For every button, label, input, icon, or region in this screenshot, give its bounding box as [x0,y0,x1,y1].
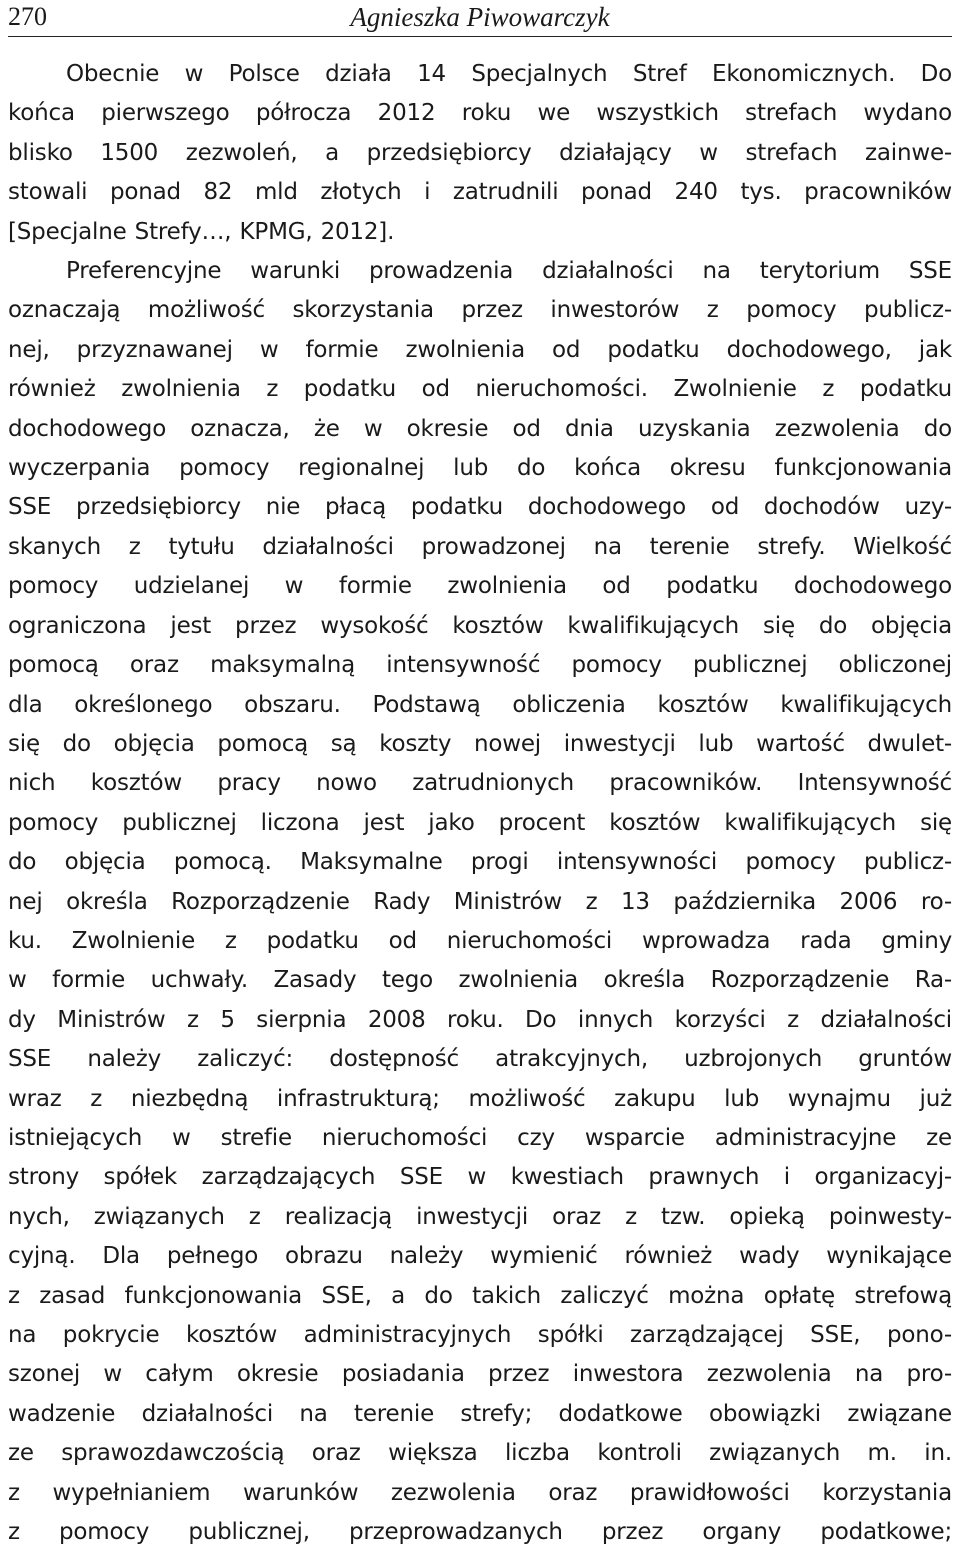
text-line: ku. Zwolnienie z podatku od nieruchomości wprowadza rada gminy [8,927,952,954]
text-line: wyczerpania pomocy regionalnej lub do końca okresu funkcjonowania [8,455,952,482]
text-line: pomocy publicznej liczona jest jako procent kosztów kwalifikujących się [8,809,952,836]
text-line: na pokrycie kosztów administracyjnych spółki zarządzającej SSE, pono- [8,1322,952,1348]
text-line: dy Ministrów z 5 sierpnia 2008 roku. Do innych korzyści z działalności [8,1006,952,1033]
text-line: do objęcia pomocą. Maksymalne progi intensywności pomocy publicz- [8,849,952,876]
text-line: SSE przedsiębiorcy nie płacą podatku dochodowego od dochodów uzy- [8,494,952,521]
page-header [8,0,952,37]
text-line: Obecnie w Polsce działa 14 Specjalnych Stref Ekonomicznych. Do [66,61,952,87]
text-line: Preferencyjne warunki prowadzenia działalności na terytorium SSE [66,258,952,285]
text-line: ze sprawozdawczością oraz większa liczba kontroli związanych m. in. [8,1440,952,1467]
text-line: skanych z tytułu działalności prowadzonej na terenie strefy. Wielkość [8,533,952,560]
text-line: pomocy udzielanej w formie zwolnienia od podatku dochodowego [8,573,952,600]
body-text [8,55,952,1552]
text-line: z pomocy publicznej, przeprowadzanych przez organy podatkowe; [8,1519,952,1546]
text-line: istniejących w strefie nieruchomości czy wsparcie administracyjne ze [8,1124,952,1151]
text-line: cyjną. Dla pełnego obrazu należy wymienić również wady wynikające [8,1243,952,1270]
text-line: dla określonego obszaru. Podstawą obliczenia kosztów kwalifikujących [8,691,952,718]
text-line: końca pierwszego półrocza 2012 roku we wszystkich strefach wydano [8,100,952,127]
text-line: nej, przyznawanej w formie zwolnienia od podatku dochodowego, jak [8,336,952,363]
text-line: w formie uchwały. Zasady tego zwolnienia określa Rozporządzenie Ra- [8,967,952,994]
text-line: [Specjalne Strefy…, KPMG, 2012]. [8,218,395,245]
text-line: nich kosztów pracy nowo zatrudnionych pracowników. Intensywność [8,770,952,797]
page-number: 270 [8,2,47,31]
text-line: nych, związanych z realizacją inwestycji oraz z tzw. opieką poinwesty- [8,1203,952,1230]
text-line: nej określa Rozporządzenie Rady Ministrów z 13 października 2006 ro- [8,888,952,915]
text-line: z wypełnianiem warunków zezwolenia oraz prawidłowości korzystania [8,1479,952,1506]
text-line: również zwolnienia z podatku od nieruchomości. Zwolnienie z podatku [8,376,952,403]
text-line: stowali ponad 82 mld złotych i zatrudnili ponad 240 tys. pracowników [8,179,952,206]
text-line: wadzenie działalności na terenie strefy; dodatkowe obowiązki związane [8,1400,952,1427]
text-line: dochodowego oznacza, że w okresie od dnia uzyskania zezwolenia do [8,415,952,442]
text-line: szonej w całym okresie posiadania przez inwestora zezwolenia na pro- [8,1361,952,1388]
text-line: strony spółek zarządzających SSE w kwestiach prawnych i organizacyj- [8,1164,952,1191]
text-line: oznaczają możliwość skorzystania przez inwestorów z pomocy publicz- [8,297,952,324]
text-line: z zasad funkcjonowania SSE, a do takich zaliczyć można opłatę strefową [8,1282,952,1309]
text-line: się do objęcia pomocą są koszty nowej inwestycji lub wartość dwulet- [8,730,952,757]
running-head-author: Agnieszka Piwowarczyk [350,2,610,32]
text-line: blisko 1500 zezwoleń, a przedsiębiorcy działający w strefach zainwe- [8,139,952,166]
text-line: ograniczona jest przez wysokość kosztów kwalifikujących się do objęcia [8,612,952,639]
text-line: SSE należy zaliczyć: dostępność atrakcyjnych, uzbrojonych gruntów [8,1046,952,1073]
text-line: wraz z niezbędną infrastrukturą; możliwość zakupu lub wynajmu już [8,1085,952,1112]
text-line: pomocą oraz maksymalną intensywność pomocy publicznej obliczonej [8,652,952,679]
